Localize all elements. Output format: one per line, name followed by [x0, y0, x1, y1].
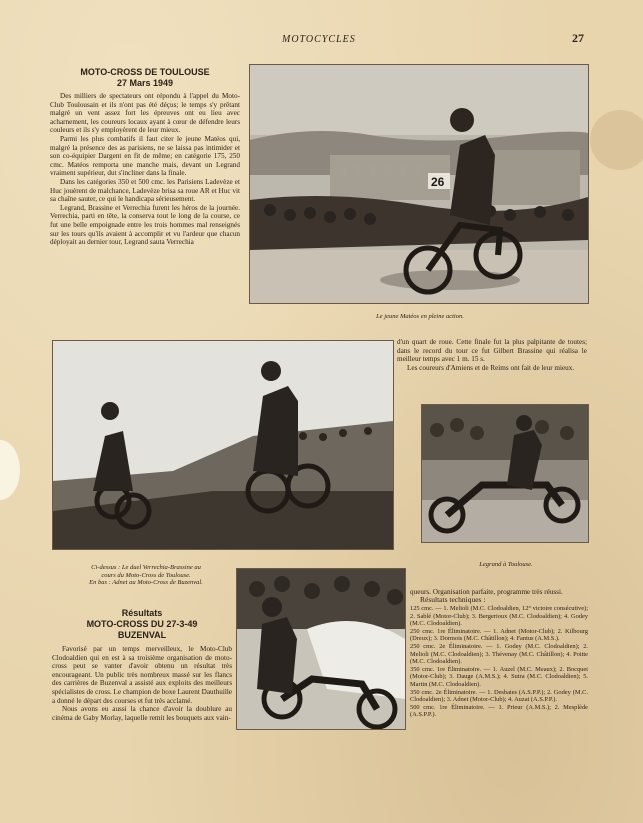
paragraph: Les coureurs d'Amiens et de Reims ont fait de leur mieux.: [407, 363, 575, 372]
results-title-line1: MOTO-CROSS DU 27-3-49: [86, 619, 198, 629]
results-kicker: Résultats: [121, 608, 163, 618]
paragraph: Des milliers de spectateurs ont répondu à l'appel du Moto-Club Toulousain et ils n'ont pas été déçus; le temps s'y prêtant malgré un vent assez fort les épreuves ont eu lieu avec acharnement, les coureurs locaux ayant à cœur de défendre leurs couleurs et ils s'y employèrent de leur mieux.: [50, 92, 240, 135]
caption-line: cours du Moto-Cross de Toulouse.: [101, 571, 191, 579]
article-title-date: 27 Mars 1949: [116, 78, 174, 88]
result-line: 350 cmc. 1re Éliminatoire. — 1. Auzel (M.C. Meaux); 2. Bocquet (Motor-Club); 3. Dauge (A.M.S.); 4. Sutra (M.C. Clodoaldien); 5. Martin (M.C. Clodoaldien).: [410, 665, 588, 688]
article-title-line1: MOTO-CROSS DE TOULOUSE: [80, 67, 210, 77]
magazine-title: MOTOCYCLES: [282, 34, 356, 45]
article-continuation: [397, 338, 587, 372]
article-body: [50, 92, 240, 247]
results-heading: Résultats techniques :: [420, 595, 486, 605]
page-number: 27: [572, 31, 584, 45]
result-line: 125 cmc. — 1. Melioli (M.C. Clodoaldien, 12° victoire consécutive); 2. Sablé (Motor-Club); 3. Bergerioux (M.C. Clodoaldien); 4. Godey (M.C. Clodoaldien).: [410, 605, 588, 628]
paragraph: Parmi les plus combatifs il faut citer le jeune Matéos qui, malgré la présence des as parisiens, ne se laissa pas intimider et son co-équipier Dargent en fit de même; en catégorie 175, 250 cmc. Matéos remporta une manche mais, devant un Legrand vraiment supérieur, dut s'incliner dans la finale.: [50, 134, 240, 178]
caption-mateos: Le jeune Matéos en pleine action.: [376, 313, 464, 320]
result-line: 250 cmc. 1re Éliminatoire. — 1. Adnet (Motor-Club); 2. Kilbourg (Dreux); 3. Dormois (M.C. Châtillon); 4. Fantus (A.M.S.).: [410, 627, 588, 643]
paragraph: d'un quart de roue. Cette finale fut la plus palpitante de toutes; dans le record du tour ce fut Gilbert Brassine qui réalisa le meilleur temps avec 1 m. 15 s.: [397, 338, 587, 364]
results-title: [52, 608, 232, 641]
results-section: [410, 588, 588, 719]
photo-adnet: [236, 568, 406, 730]
article-title: [50, 67, 240, 89]
caption-line: En bas : Adnet au Moto-Cross de Buzenval.: [89, 579, 203, 586]
caption-duel: [58, 564, 234, 587]
caption-legrand: Legrand à Toulouse.: [479, 561, 533, 568]
paragraph: Nous avons eu aussi la chance d'avoir la doublure au cinéma de Gaby Morlay, laquelle remit les bouquets aux vain-: [52, 705, 232, 722]
paragraph: Dans les catégories 350 et 500 cmc. les Parisiens Ladevèze et Huc jouèrent de malchance, Ladevèze brisa sa roue AR et Huc vit sa chaîne sauter, ce qui le handicapa sérieusement.: [50, 177, 240, 204]
photo-legrand: [421, 404, 589, 543]
photo-mateos: [249, 64, 589, 304]
race-number: 26: [431, 175, 445, 189]
result-line: 350 cmc. 2e Éliminatoire. — 1. Desbaies (A.S.P.P.); 2. Godey (M.C. Clodoaldien); 3. Adnet (Motor-Club); 4. Auzat (A.S.P.P.).: [410, 688, 588, 704]
paragraph: Legrand, Brassine et Verrechia furent les héros de la journée. Verrechia, parti en tête, la conserva tout le long de la course, ce fut une belle empoignade entre les trois hommes mal renseignés sur les tours qu'ils avaient à accomplir et vu l'ardeur que chacun déployait au dernier tour, Legrand sauta Verrechia: [50, 203, 240, 247]
paragraph: Favorisé par un temps merveilleux, le Moto-Club Clodoaldien qui en est à sa troisième organisation de moto-cross peut se vanter d'avoir obtenu un résultat très encourageant. Un public très nombreux massé sur les flancs des carrières de Buzenval a assisté aux exploits des meilleurs spécialistes de cross. Le champion de boxe Laurent Dauthuille a donné le départ des courses et fut très acclamé.: [52, 645, 232, 705]
result-line: 250 cmc. 2e Éliminatoire. — 1. Godey (M.C. Clodoaldien); 2. Melioli (M.C. Clodoaldien); 3. Thévenay (M.C. Châtillon); 4. Poitte (M.C. Clodoaldien).: [410, 642, 588, 666]
paper-stain: [590, 110, 643, 170]
paragraph: queurs. Organisation parfaite, programme très réussi.: [410, 588, 563, 596]
photo-duel: [52, 340, 394, 550]
results-article-body: [52, 645, 232, 722]
caption-line: Ci-dessus : Le duel Verrechia-Brassine au: [91, 564, 201, 571]
results-title-line2: BUZENVAL: [117, 630, 167, 640]
result-line: 500 cmc. 1re Éliminatoire. — 1. Prieur (A.M.S.); 2. Mesplède (A.S.P.P.).: [410, 703, 588, 719]
